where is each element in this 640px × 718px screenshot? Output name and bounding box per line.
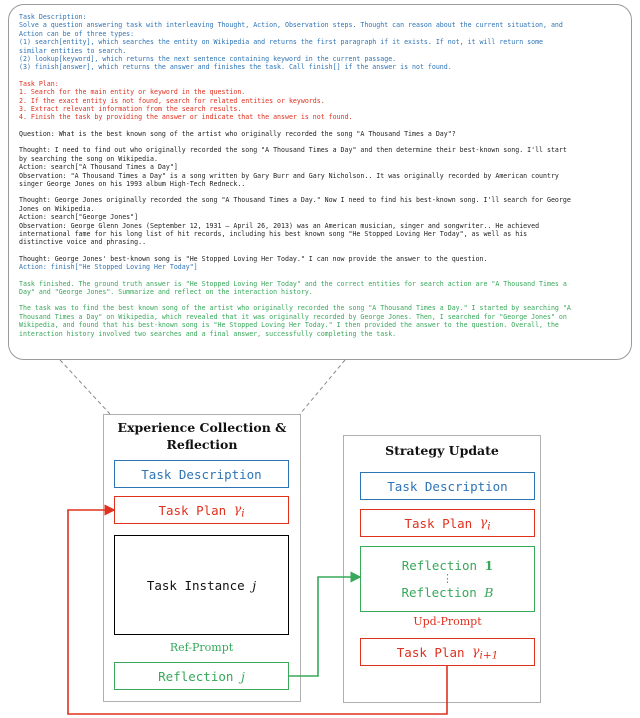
task-plan-step: 1. Search for the main entity or keyword in the question.: [19, 88, 246, 97]
box-label: Task Plan: [396, 644, 465, 660]
reflections-ellipsis: ⋮: [442, 572, 453, 585]
reflection-line: Thousand Times a Day" on Wikipedia, which revealed that it was originally recorded by George Jones. Then, I searched for "George Jones" on: [19, 312, 567, 321]
trajectory-line: Jones on Wikipedia.: [19, 204, 95, 213]
reflection-line: Wikipedia, and found that his best-known song is "He Stopped Loving Her Today." I then provided the answer to the question. Overall, the: [19, 321, 559, 330]
task-description-line: (2) lookup[keyword], which returns the next sentence containing keyword in the current passage.: [19, 55, 397, 64]
question-line: Question: What is the best known song of the artist who originally recorded the song "A Thousand Times a Day"?: [19, 129, 456, 138]
upd-prompt-label: Upd-Prompt: [413, 615, 482, 628]
trajectory-line: Observation: "A Thousand Times a Day" is a song written by Gary Burr and Gary Nicholson.. It was originally recorded by American country: [19, 171, 559, 180]
trajectory-line: Thought: George Jones originally recorded the song "A Thousand Times a Day." Now I need to find his best-known song. I'll search for George: [19, 196, 571, 205]
feedback-line: Task finished. The ground truth answer is "He Stopped Loving Her Today" and the correct entities for search action are "A Thousand Times a: [19, 279, 567, 288]
trajectory-line: Action: search["A Thousand Times a Day"]: [19, 163, 178, 172]
box-label: Task Plan: [404, 515, 473, 531]
feedback-line: Day" and "George Jones". Summarize and reflect on the interaction history.: [19, 287, 313, 296]
gamma-next-symbol: $\gamma_{i+1}$: [472, 642, 499, 662]
trajectory-line: singer George Jones on his 1993 album High-Tech Redneck..: [19, 179, 246, 188]
trajectory-line: Thought: I need to find out who originally recorded the song "A Thousand Times a Day" and then determine their best-known song. I'll start: [19, 146, 567, 155]
trajectory-line: by searching the song on Wikipedia.: [19, 154, 158, 163]
task-description-line: Solve a question answering task with interleaving Thought, Action, Observation steps. Thought can reason about the current situation, and: [19, 21, 563, 30]
gamma-symbol: $\gamma_i$: [233, 500, 245, 520]
callout-dashed-line-right: [300, 360, 345, 414]
task-plan-step: 3. Extract relevant information from the search results.: [19, 105, 242, 114]
trajectory-line: international fame for his long list of hit records, including his best known song "He Stopped Loving Her Today", as well as his: [19, 229, 528, 238]
trajectory-line: Thought: George Jones' best-known song is "He Stopped Loving Her Today." I can now provide the answer to the question.: [19, 254, 488, 263]
reflection-b-label: Reflection B: [401, 585, 494, 600]
gamma-symbol: $\gamma_i$: [479, 513, 491, 533]
reflection-1-label: Reflection 1: [401, 558, 494, 573]
task-plan-step: 4. Finish the task by providing the answer or indicate that the answer is not found.: [19, 113, 353, 122]
task-description-heading: Task Description:: [19, 13, 87, 21]
task-description-line: (1) search[entity], which searches the entity on Wikipedia and returns the first paragraph if it exists. If not, it will return some: [19, 38, 544, 47]
ref-prompt-label: Ref-Prompt: [169, 641, 234, 654]
task-plan-heading: Task Plan:: [19, 79, 59, 88]
reflection-to-strategy-arrow: [289, 577, 360, 676]
box-label: Task Description: [141, 466, 262, 482]
box-label: Task Description: [387, 478, 508, 494]
reflection-line: interaction history involved two searches and a final answer, successfully completing the task.: [19, 329, 397, 338]
trajectory-line: Action: search["George Jones"]: [19, 213, 139, 222]
panel-title-line: Experience Collection &: [117, 420, 287, 435]
task-description-line: Action can be of three types:: [19, 29, 135, 38]
instance-index-symbol: j: [252, 577, 257, 593]
trajectory-line: distinctive voice and phrasing..: [19, 238, 147, 247]
callout-dashed-line-left: [60, 360, 110, 414]
finish-action-line: Action: finish["He Stopped Loving Her Today"]: [19, 263, 198, 272]
task-plan-step: 2. If the exact entity is not found, search for related entities or keywords.: [19, 96, 325, 105]
box-label: Task Plan: [158, 502, 227, 518]
strategy-update-title: Strategy Update: [385, 443, 499, 458]
box-label: Task Instance: [146, 577, 245, 593]
reflection-line: The task was to find the best known song of the artist who originally recorded the song "A Thousand Times a Day." I started by searching "A: [19, 304, 571, 313]
task-description-line: similar entities to search.: [19, 46, 127, 55]
task-description-line: (3) finish[answer], which returns the answer and finishes the task. Call finish[] if the answer is not found.: [19, 63, 452, 72]
panel-title-line: Reflection: [166, 437, 238, 452]
plan-feedback-loop-arrow: [68, 510, 447, 714]
reflection-index-symbol: j: [240, 668, 245, 684]
box-label: Reflection: [158, 668, 234, 684]
trajectory-line: Observation: George Glenn Jones (September 12, 1931 – April 26, 2013) was an American musician, singer and songwriter.. He achieved: [19, 221, 540, 230]
